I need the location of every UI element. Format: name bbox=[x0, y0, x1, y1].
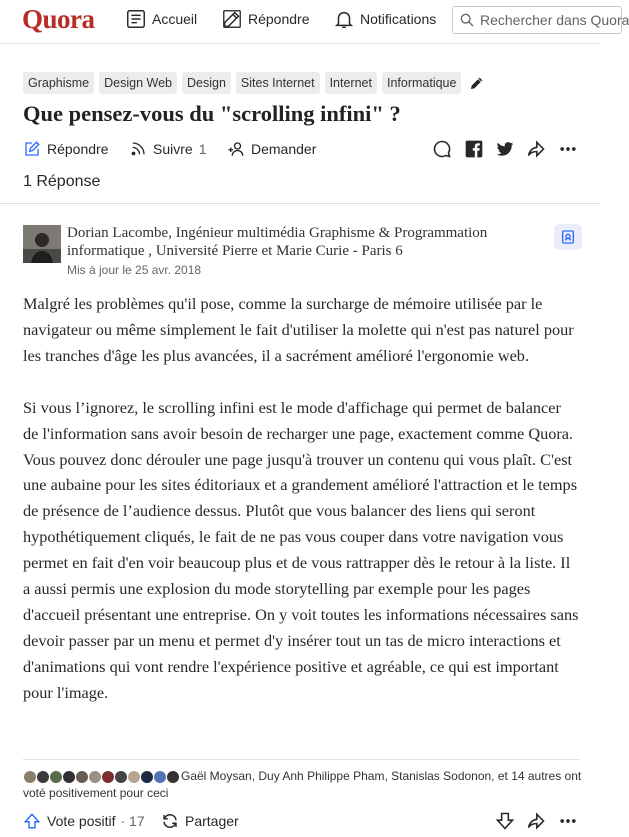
avatar bbox=[153, 770, 167, 784]
avatar bbox=[140, 770, 154, 784]
avatar bbox=[101, 770, 115, 784]
quora-logo[interactable]: Quora bbox=[22, 4, 95, 34]
home-feed-icon bbox=[125, 8, 147, 30]
share-label: Partager bbox=[185, 813, 239, 829]
section-divider bbox=[0, 203, 600, 204]
follow-label: Suivre bbox=[153, 141, 193, 157]
nav-notifications[interactable] bbox=[333, 8, 436, 30]
avatar bbox=[49, 770, 63, 784]
topic-tags bbox=[23, 72, 485, 94]
topic-tag[interactable]: Informatique bbox=[382, 72, 461, 94]
search-icon bbox=[459, 12, 475, 28]
twitter-icon[interactable] bbox=[495, 139, 515, 159]
answer-button[interactable] bbox=[23, 138, 109, 160]
bookmark-icon bbox=[560, 229, 576, 245]
search-input[interactable] bbox=[452, 6, 629, 34]
bookmark-button[interactable] bbox=[554, 224, 582, 250]
follow-count: 1 bbox=[198, 141, 207, 157]
answer-updated-date: Mis à jour le 25 avr. 2018 bbox=[67, 263, 202, 277]
author-avatar[interactable] bbox=[23, 225, 61, 263]
top-navigation-bar bbox=[0, 0, 629, 44]
upvote-button[interactable] bbox=[23, 810, 145, 832]
question-actions bbox=[23, 138, 578, 160]
answer-paragraph: Si vous l’ignorez, le scrolling infini est le mode d'affichage qui permet de balancer de l'information sans avoir besoin de recharger une page, exactement comme Quora. Vous pouvez donc dérouler une page jusqu'à trouver un contenu qui vous plaît. C'est une aubaine pour les sites éditoriaux et a grandement amélioré l'attraction et le temps de présence de l’audience dessus. Plutôt que vous balancer des liens qui seront hypothétiquement cliqués, le fait de ne pas vous couper dans votre navigation vous permet en fait d'en voir beaucoup plus et de vous rattrapper dès le retour à la liste. Il a aussi permis une explosion du mode storytelling par exemple pour les pages d'accueil présentant une entreprise. On y voit toutes les informations nécessaires sans devoir passer par un menu et permet d'y insérer tout un tas de micro interactions et d'animations qui vont rendre l'expérience positive et agréable, ce qui est important pour l'image. bbox=[23, 397, 579, 702]
avatar bbox=[127, 770, 141, 784]
answer-body bbox=[23, 291, 579, 732]
add-person-icon bbox=[227, 140, 245, 158]
refresh-share-icon bbox=[161, 812, 179, 830]
author-credential[interactable]: Dorian Lacombe, Ingénieur multimédia Graphisme & Programmation informatique , Université Pierre et Marie Curie - Paris 6 bbox=[67, 225, 488, 259]
request-button[interactable] bbox=[227, 138, 316, 160]
follow-button[interactable] bbox=[129, 138, 206, 160]
request-label: Demander bbox=[251, 141, 317, 157]
upvoters-divider bbox=[23, 759, 579, 760]
share-button[interactable] bbox=[161, 810, 239, 832]
share-arrow-icon[interactable] bbox=[526, 811, 546, 831]
question-title[interactable]: Que pensez-vous du "scrolling infini" ? bbox=[23, 101, 401, 126]
avatar bbox=[75, 770, 89, 784]
nav-home[interactable] bbox=[125, 8, 197, 30]
avatar bbox=[23, 770, 37, 784]
nav-answer-label: Répondre bbox=[248, 11, 310, 27]
more-options-icon[interactable] bbox=[558, 139, 578, 159]
upvote-arrow-icon bbox=[23, 812, 41, 830]
upvote-label: Vote positif bbox=[47, 813, 116, 829]
avatar bbox=[166, 770, 180, 784]
topic-tag[interactable]: Internet bbox=[325, 72, 377, 94]
search-placeholder: Rechercher dans Quora bbox=[480, 12, 629, 28]
rss-follow-icon bbox=[129, 140, 147, 158]
answers-count: 1 Réponse bbox=[23, 173, 101, 190]
nav-answer[interactable] bbox=[221, 8, 310, 30]
facebook-icon[interactable] bbox=[464, 139, 484, 159]
upvoter-avatars bbox=[23, 768, 179, 785]
topic-tag[interactable]: Design Web bbox=[99, 72, 177, 94]
nav-home-label: Accueil bbox=[152, 11, 198, 27]
avatar bbox=[62, 770, 76, 784]
topic-tag[interactable]: Design bbox=[182, 72, 231, 94]
answer-paragraph: Malgré les problèmes qu'il pose, comme la surcharge de mémoire utilisée par le navigateur ou même simplement le fait d'utiliser la molette qui n'est pas naturel pour les tranches d'âge les plus avancées, il a sacrément amélioré l'ergonomie web. bbox=[23, 294, 574, 365]
pencil-square-icon bbox=[23, 140, 41, 158]
edit-topics-icon[interactable] bbox=[469, 75, 485, 91]
avatar bbox=[88, 770, 102, 784]
answer-actions bbox=[23, 810, 579, 832]
nav-notifications-label: Notifications bbox=[360, 11, 437, 27]
answer-label: Répondre bbox=[47, 141, 109, 157]
upvoters-text: Gaël Moysan, Duy Anh Philippe Pham, Stanislas Sodonon, et 14 autres ont voté positivement pour ceci bbox=[23, 769, 582, 801]
upvote-count: · 17 bbox=[120, 813, 145, 829]
avatar bbox=[36, 770, 50, 784]
comment-icon[interactable] bbox=[432, 139, 452, 159]
share-arrow-icon[interactable] bbox=[526, 139, 546, 159]
topic-tag[interactable]: Sites Internet bbox=[236, 72, 320, 94]
downvote-icon[interactable] bbox=[495, 811, 515, 831]
topic-tag[interactable]: Graphisme bbox=[23, 72, 94, 94]
pencil-square-icon bbox=[221, 8, 243, 30]
avatar bbox=[114, 770, 128, 784]
upvoters-summary[interactable] bbox=[23, 768, 593, 802]
more-options-icon[interactable] bbox=[558, 811, 578, 831]
bell-icon bbox=[333, 8, 355, 30]
